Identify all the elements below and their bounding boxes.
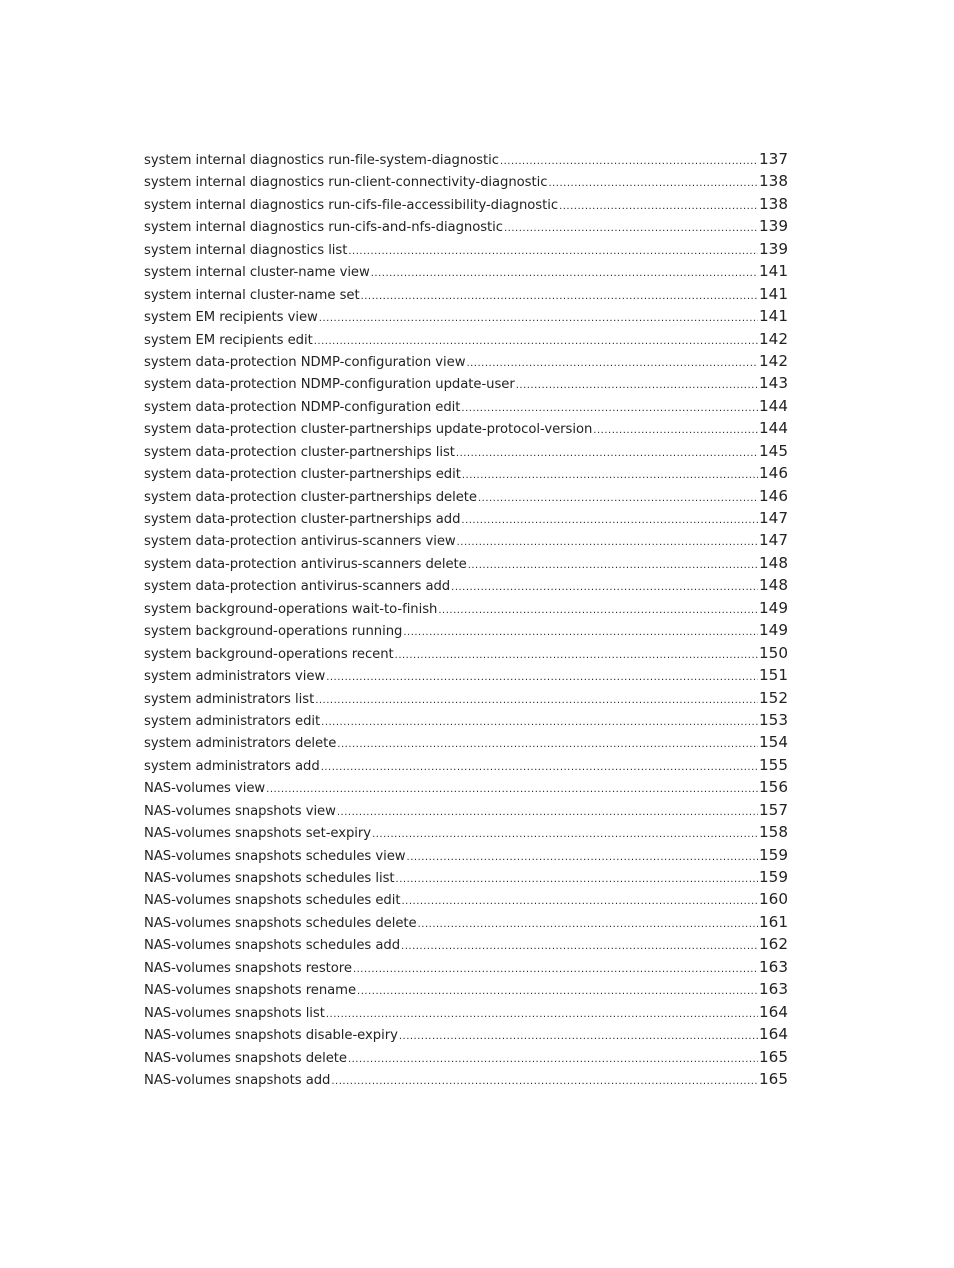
toc-entry-page-number: 143 [759, 374, 788, 393]
toc-entry-title: system background-operations recent [144, 646, 394, 662]
dot-leader [456, 443, 758, 462]
toc-entry[interactable] [144, 193, 788, 215]
toc-entry-title: system internal diagnostics list [144, 242, 348, 258]
toc-entry-title: system data-protection cluster-partnerships add [144, 512, 461, 527]
toc-entry-page-number: 163 [759, 980, 788, 999]
dot-leader [593, 420, 758, 439]
toc-entry-page-number: 159 [759, 845, 788, 864]
toc-entry[interactable] [144, 372, 788, 394]
toc-entry-title: NAS-volumes snapshots schedules delete [144, 915, 417, 931]
toc-entry-title: system data-protection cluster-partnerships edit [144, 467, 461, 483]
toc-entry-page-number: 159 [759, 868, 788, 886]
dot-leader [326, 667, 758, 686]
toc-entry-page-number: 152 [759, 688, 788, 707]
toc-entry-title: NAS-volumes snapshots delete [144, 1050, 347, 1066]
dot-leader [451, 577, 758, 596]
toc-entry-page-number: 145 [759, 441, 788, 460]
toc-entry-page-number: 147 [759, 531, 788, 550]
toc-entry[interactable] [144, 305, 788, 327]
toc-entry-title: system EM recipients view [144, 310, 318, 326]
dot-leader [399, 1026, 758, 1045]
toc-entry-title: NAS-volumes snapshots disable-expiry [144, 1028, 398, 1044]
toc-entry[interactable] [144, 574, 788, 596]
toc-entry-title: system data-protection NDMP-configuration update-user [144, 377, 515, 393]
toc-entry-title: system data-protection antivirus-scanners delete [144, 556, 467, 572]
dot-leader [331, 1071, 758, 1090]
dot-leader [418, 914, 758, 933]
toc-entry-title: system internal diagnostics run-cifs-and-nfs-diagnostic [144, 220, 503, 236]
toc-entry[interactable] [144, 529, 788, 551]
toc-entry[interactable] [144, 687, 788, 709]
toc-entry[interactable] [144, 709, 788, 731]
toc-entry[interactable] [144, 485, 788, 507]
dot-leader [516, 375, 758, 394]
toc-entry-title: NAS-volumes snapshots schedules edit [144, 893, 401, 909]
toc-entry[interactable] [144, 1023, 788, 1045]
toc-entry-page-number: 146 [759, 486, 788, 505]
toc-entry[interactable] [144, 328, 788, 350]
toc-entry-title: NAS-volumes snapshots schedules view [144, 848, 406, 864]
toc-entry[interactable] [144, 933, 788, 955]
toc-entry[interactable] [144, 552, 788, 574]
dot-leader [401, 891, 758, 910]
toc-entry-page-number: 138 [759, 172, 788, 191]
toc-entry[interactable] [144, 462, 788, 484]
toc-entry[interactable] [144, 350, 788, 372]
toc-entry[interactable] [144, 911, 788, 933]
toc-entry-page-number: 155 [759, 755, 788, 774]
toc-entry[interactable] [144, 148, 788, 170]
toc-entry-title: NAS-volumes snapshots rename [144, 983, 357, 999]
toc-entry-page-number: 165 [759, 1069, 788, 1088]
table-of-contents [144, 148, 788, 1090]
toc-entry-title: system internal diagnostics run-client-connectivity-diagnostic [144, 175, 548, 191]
toc-entry[interactable] [144, 1046, 788, 1068]
toc-entry[interactable] [144, 642, 788, 664]
dot-leader [372, 824, 758, 843]
toc-entry-page-number: 149 [759, 621, 788, 640]
toc-entry-page-number: 156 [759, 778, 788, 797]
toc-entry-page-number: 150 [759, 643, 788, 662]
toc-entry[interactable] [144, 260, 788, 282]
toc-entry-title: system data-protection NDMP-configuration edit [144, 399, 461, 415]
toc-entry-title: system data-protection cluster-partnerships delete [144, 489, 477, 505]
toc-entry-title: system internal diagnostics run-file-system-diagnostic [144, 153, 499, 168]
toc-entry-page-number: 141 [759, 307, 788, 326]
dot-leader [457, 532, 758, 551]
dot-leader [321, 712, 758, 731]
toc-entry[interactable] [144, 754, 788, 776]
toc-entry-page-number: 147 [759, 509, 788, 527]
toc-entry[interactable] [144, 978, 788, 1000]
dot-leader [319, 308, 758, 327]
toc-entry[interactable] [144, 844, 788, 866]
dot-leader [500, 151, 758, 170]
toc-entry-title: NAS-volumes snapshots add [144, 1072, 331, 1088]
toc-entry-page-number: 153 [759, 710, 788, 729]
dot-leader [548, 173, 758, 192]
toc-entry-title: NAS-volumes snapshots schedules add [144, 938, 401, 954]
dot-leader [266, 779, 758, 798]
toc-entry-page-number: 137 [759, 150, 788, 168]
dot-leader [401, 936, 758, 955]
toc-entry-page-number: 161 [759, 912, 788, 931]
toc-entry-page-number: 148 [759, 576, 788, 595]
toc-entry-page-number: 149 [759, 598, 788, 617]
dot-leader [461, 398, 758, 417]
dot-leader [348, 1049, 758, 1068]
toc-entry[interactable] [144, 888, 788, 910]
toc-entry-page-number: 158 [759, 823, 788, 842]
toc-entry-title: system data-protection NDMP-configuration view [144, 354, 466, 370]
toc-entry[interactable] [144, 170, 788, 192]
toc-entry-page-number: 164 [759, 1025, 788, 1044]
toc-entry-title: NAS-volumes snapshots schedules list [144, 871, 395, 886]
toc-entry-page-number: 163 [759, 957, 788, 976]
toc-entry-title: system administrators add [144, 758, 320, 774]
toc-entry[interactable] [144, 417, 788, 439]
dot-leader [326, 1004, 758, 1023]
dot-leader [466, 353, 758, 372]
dot-leader [357, 981, 758, 1000]
toc-entry-title: system administrators view [144, 669, 326, 685]
toc-entry-title: system internal cluster-name view [144, 265, 370, 281]
dot-leader [559, 196, 758, 215]
toc-entry-title: system data-protection cluster-partnerships list [144, 444, 455, 460]
toc-entry-title: system internal diagnostics run-cifs-file-accessibility-diagnostic [144, 197, 559, 213]
toc-entry-title: system EM recipients edit [144, 332, 313, 348]
toc-entry-title: NAS-volumes snapshots list [144, 1005, 325, 1021]
toc-entry[interactable] [144, 215, 788, 237]
toc-entry-page-number: 165 [759, 1047, 788, 1066]
toc-entry-title: system administrators edit [144, 713, 321, 729]
dot-leader [314, 331, 758, 350]
toc-entry-title: NAS-volumes snapshots view [144, 803, 336, 819]
toc-entry-page-number: 148 [759, 553, 788, 572]
toc-entry-page-number: 144 [759, 396, 788, 415]
dot-leader [337, 734, 758, 753]
dot-leader [396, 869, 758, 888]
dot-leader [461, 510, 758, 529]
toc-entry[interactable] [144, 866, 788, 888]
toc-entry[interactable] [144, 507, 788, 529]
toc-entry-title: system data-protection antivirus-scanners view [144, 534, 456, 550]
toc-entry[interactable] [144, 799, 788, 821]
dot-leader [403, 622, 758, 641]
toc-entry-page-number: 154 [759, 733, 788, 752]
toc-entry[interactable] [144, 731, 788, 753]
toc-entry[interactable] [144, 597, 788, 619]
toc-entry[interactable] [144, 1001, 788, 1023]
toc-entry[interactable] [144, 283, 788, 305]
dot-leader [407, 847, 758, 866]
dot-leader [348, 241, 758, 260]
toc-entry[interactable] [144, 238, 788, 260]
toc-entry-title: NAS-volumes snapshots set-expiry [144, 826, 372, 842]
dot-leader [361, 286, 758, 305]
toc-entry-page-number: 144 [759, 419, 788, 438]
toc-entry-title: system administrators delete [144, 736, 337, 752]
dot-leader [315, 690, 758, 709]
toc-entry-title: system data-protection antivirus-scanners add [144, 579, 451, 595]
toc-entry-title: system background-operations running [144, 624, 403, 640]
toc-entry-page-number: 139 [759, 217, 788, 236]
toc-entry-page-number: 160 [759, 890, 788, 909]
toc-entry[interactable] [144, 776, 788, 798]
dot-leader [504, 218, 758, 237]
toc-entry[interactable] [144, 440, 788, 462]
toc-entry-page-number: 139 [759, 239, 788, 258]
toc-entry-page-number: 138 [759, 194, 788, 213]
toc-entry[interactable] [144, 395, 788, 417]
dot-leader [371, 263, 758, 282]
dot-leader [438, 600, 758, 619]
toc-entry[interactable] [144, 956, 788, 978]
dot-leader [462, 465, 758, 484]
toc-entry-page-number: 141 [759, 284, 788, 303]
toc-entry-title: system administrators list [144, 691, 315, 707]
toc-entry-page-number: 142 [759, 329, 788, 348]
dot-leader [353, 959, 758, 978]
toc-entry-page-number: 151 [759, 666, 788, 685]
toc-entry-title: system background-operations wait-to-finish [144, 601, 438, 617]
toc-entry-page-number: 162 [759, 935, 788, 954]
toc-entry[interactable] [144, 619, 788, 641]
dot-leader [337, 802, 758, 821]
dot-leader [321, 757, 758, 776]
toc-entry[interactable] [144, 821, 788, 843]
toc-entry-page-number: 164 [759, 1002, 788, 1021]
toc-entry-title: NAS-volumes view [144, 781, 266, 797]
toc-entry-title: NAS-volumes snapshots restore [144, 960, 352, 976]
toc-entry-page-number: 157 [759, 800, 788, 819]
toc-entry-page-number: 146 [759, 464, 788, 483]
dot-leader [468, 555, 758, 574]
toc-entry-title: system data-protection cluster-partnerships update-protocol-version [144, 422, 593, 438]
toc-entry-title: system internal cluster-name set [144, 287, 360, 303]
toc-entry[interactable] [144, 1068, 788, 1090]
dot-leader [478, 488, 758, 507]
toc-entry-page-number: 141 [759, 262, 788, 281]
toc-entry[interactable] [144, 664, 788, 686]
toc-entry-page-number: 142 [759, 351, 788, 370]
dot-leader [395, 645, 758, 664]
